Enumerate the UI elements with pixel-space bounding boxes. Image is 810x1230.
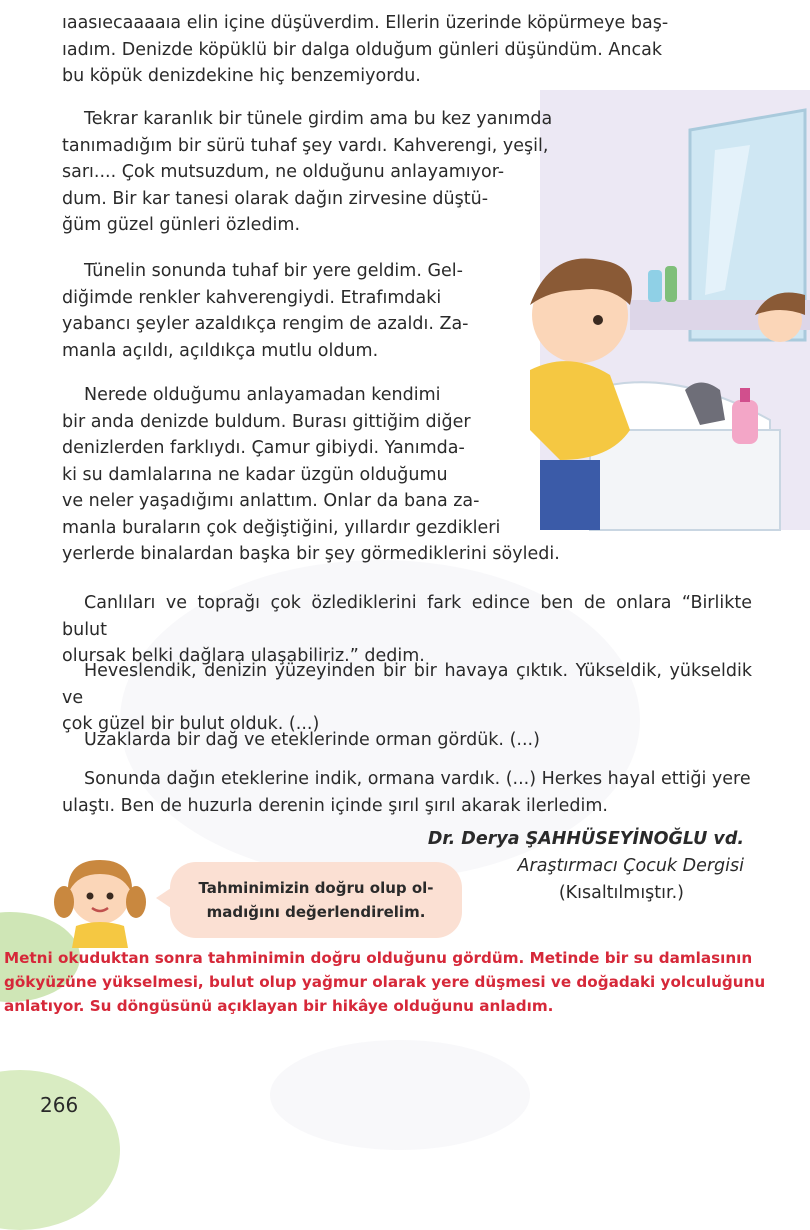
story-paragraph: Uzaklarda bir dağ ve eteklerinde orman gördük. (...): [84, 730, 540, 750]
boy-eye: [593, 315, 603, 325]
student-answer: Metni okuduktan sonra tahminimin doğru olduğunu gördüm. Metinde bir su damlasının gökyüzüne yükselmesi, bulut olup yağmur olarak yere düşmesi ve doğadaki yolculuğunu anlatıyor. Su döngüsünü açıklayan bir hikâye olduğunu anladım.: [4, 949, 766, 1015]
soap-pump: [740, 388, 750, 402]
source-citation: [428, 826, 744, 907]
soap-bottle: [732, 400, 758, 444]
source-author: Dr. Derya ŞAHHÜSEYİNOĞLU vd.: [427, 829, 744, 849]
prompt-line: Tahminimizin doğru olup ol-: [198, 879, 434, 897]
story-paragraph: Nerede olduğumu anlayamadan kendimi bir anda denizde buldum. Burası gittiğim diğer denizlerden farklıydı. Çamur gibiydi. Yanımda- ki su damlalarına ne kadar üzgün olduğumu ve neler yaşadığımı anlattım. Onlar da bana za- manla buraların çok değiştiğini, yıllardır gezdikleri yerlerde binalardan başka bir şey görmediklerini söyledi.: [62, 385, 560, 564]
story-paragraph: Tünelin sonunda tuhaf bir yere geldim. Gel- diğimde renkler kahverengiydi. Etrafımdaki yabancı şeyler azaldıkça rengim de azaldı. Za- manla açıldı, açıldıkça mutlu oldum.: [62, 261, 469, 361]
story-paragraph: ıaasıecaaaaıa elin içine düşüverdim. Ellerin üzerinde köpürmeye baş- ıadım. Denizde köpüklü bir dalga olduğum günleri düşündüm. Ancak bu köpük denizdekine hiç benzemiyordu.: [62, 13, 669, 86]
story-paragraph: Sonunda dağın eteklerine indik, ormana vardık. (...) Herkes hayal ettiği yere ulaştı. Ben de huzurla derenin içinde şırıl şırıl akarak ilerledim.: [62, 769, 751, 816]
source-note: (Kısaltılmıştır.): [558, 883, 684, 903]
prompt-line: madığını değerlendirelim.: [206, 903, 426, 921]
story-paragraph: Heveslendik, denizin yüzeyinden bir bir havaya çıktık. Yükseldik, yükseldik ve çok güzel bir bulut olduk. (...): [62, 661, 752, 734]
page-number: 266: [40, 1093, 79, 1117]
story-paragraph: Canlıları ve toprağı çok özlediklerini fark edince ben de onlara “Birlikte bulut olursak belki dağlara ulaşabiliriz.” dedim.: [62, 593, 752, 666]
prompt-speech-bubble: [170, 862, 462, 938]
cup: [648, 270, 662, 302]
background-shape: [270, 1040, 530, 1150]
story-paragraph: Tekrar karanlık bir tünele girdim ama bu kez yanımda tanımadığım bir sürü tuhaf şey vardı. Kahverengi, yeşil, sarı.... Çok mutsuzdum, ne olduğunu anlayamıyor- dum. Bir kar tanesi olarak dağın zirvesine düştü- ğüm güzel günleri özledim.: [62, 109, 553, 235]
sink-cabinet: [590, 430, 780, 530]
girl-character-illustration: [50, 852, 150, 948]
cup: [665, 266, 677, 302]
source-journal: Araştırmacı Çocuk Dergisi: [517, 856, 744, 876]
